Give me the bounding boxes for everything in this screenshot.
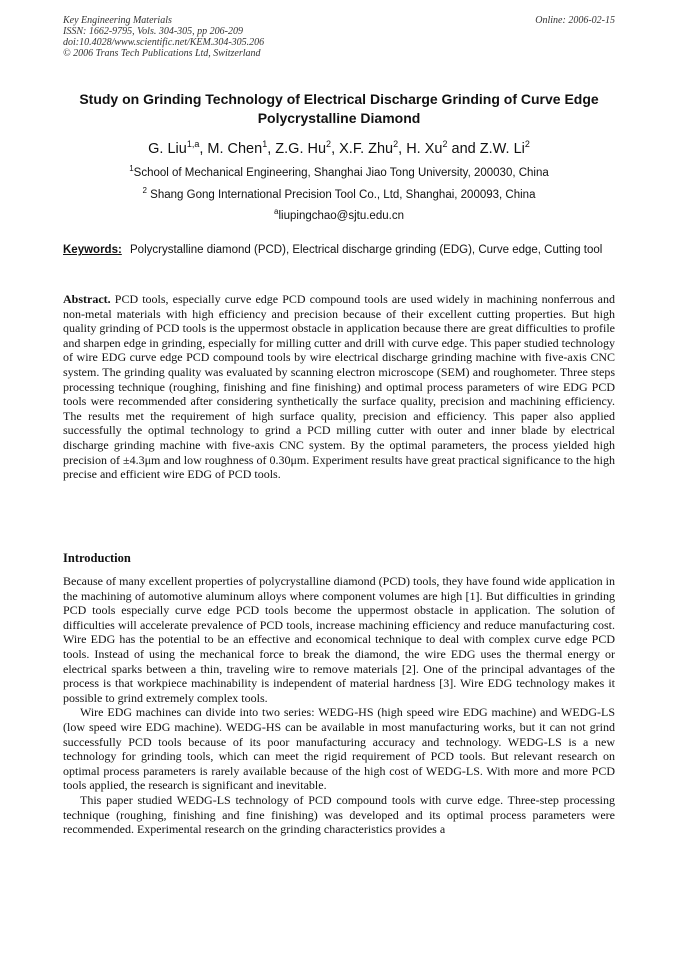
journal-name: Key Engineering Materials [63, 15, 172, 26]
affiliation-2 [63, 188, 615, 202]
author-name: H. Xu [406, 141, 443, 157]
keywords-text: Polycrystalline diamond (PCD), Electrical discharge grinding (EDG), Curve edge, Cutting tool [130, 244, 603, 256]
abstract [63, 292, 615, 482]
author-name: X.F. Zhu [339, 141, 394, 157]
paper-title: Study on Grinding Technology of Electrical Discharge Grinding of Curve Edge Polycrystalline Diamond [79, 91, 599, 126]
author-separator: , [267, 141, 276, 157]
author-affiliation-mark: 2 [393, 139, 399, 150]
keywords-label: Keywords [63, 244, 118, 256]
affiliation-text: School of Mechanical Engineering, Shanghai Jiao Tong University, 200030, China [133, 167, 549, 179]
author-separator: and [447, 141, 480, 157]
author-name: Z.W. Li [479, 141, 525, 157]
journal-issn: ISSN: 1662-9795, Vols. 304-305, pp 206-209 [63, 26, 243, 37]
keywords-section [63, 243, 615, 258]
affiliation-text: Shang Gong International Precision Tool Co., Ltd, Shanghai, 200093, China [150, 189, 536, 201]
author-list [63, 140, 615, 158]
paragraph: Because of many excellent properties of polycrystalline diamond (PCD) tools, they have found wide application in the machining of automotive aluminum alloys where component volumes are high [1]. But difficulties in grinding PCD tools especially curve edge PCD tools become the uppermost obstacle in application. The solution of difficulties will accelerate prevalence of PCD tools, increase machining efficiency and reduce manufacturing cost. Wire EDG has the potential to be an effective and economical technique to deal with complex curve edge PCD tools. Instead of using the mechanical force to break the diamond, the wire EDG uses the thermal energy or electrical sparks between a thin, traveling wire to remove materials [2]. One of the principal advantages of the process is that workpiece machinability is independent of material hardness [3]. Wire EDG technology makes it possible to grind extremely complex tools. [63, 574, 615, 705]
author-separator: , [398, 141, 407, 157]
abstract-text: PCD tools, especially curve edge PCD compound tools are used widely in machining nonferrous and non-metal materials with high efficiency and precision because of their excellent cutting properties. But high quality grinding of PCD tools is the uppermost obstacle in application because there are great difficulties to profile and sharpen edge in grinding, especially for milling cutter and drill with curve edge. This paper studied technology of wire EDG curve edge PCD compound tools by wire electrical discharge grinding machine with five-axis CNC system. The grinding quality was evaluated by scanning electron microscope (SEM) and roughometer. Three steps processing technique (roughing, finishing and fine finishing) and optimal process parameters of wire EDG PCD tools were recommended after considering synthetically the surface quality, precision and machining efficiency. The results met the requirement of high surface quality, precision and efficiency. This paper also applied successfully the optimal technology to grind a PCD milling cutter with outer and inner blade by electrical discharge grinding machine with five-axis CNC system. By the optimal parameters, the process yielded high precision of ±4.3μm and low roughness of 0.30μm. Experiment results have great practical significance to the high precise and efficient wire EDG of PCD tools. [63, 292, 616, 482]
affiliation-1 [63, 166, 615, 180]
paragraph: This paper studied WEDG-LS technology of PCD compound tools with curve edge. Three-step processing technique (roughing, finishing and fine finishing) was developed and its optimal process parameters were recommended. Experimental research on the grinding characteristics provides a [63, 792, 615, 837]
journal-copyright: © 2006 Trans Tech Publications Ltd, Switzerland [63, 48, 261, 59]
author-affiliation-mark: 1 [262, 139, 268, 150]
author-separator: , [331, 141, 340, 157]
author-affiliation-mark: 2 [524, 139, 530, 150]
email-address: liupingchao@sjtu.edu.cn [278, 210, 404, 222]
abstract-label: Abstract. [63, 292, 111, 306]
keywords-colon: : [117, 244, 122, 256]
author-affiliation-mark: 2 [326, 139, 332, 150]
affiliation-mark: 1 [129, 164, 134, 174]
author-name: M. Chen [207, 141, 263, 157]
journal-info [63, 15, 264, 59]
author-email [63, 209, 615, 223]
author-name: G. Liu [148, 141, 187, 157]
affiliation-mark: 2 [142, 186, 147, 196]
introduction-heading: Introduction [63, 551, 131, 565]
author-name: Z.G. Hu [275, 141, 327, 157]
paragraph: Wire EDG machines can divide into two series: WEDG-HS (high speed wire EDG machine) and WEDG-LS (low speed wire EDG machine). WEDG-HS can be available in most manufacturing works, but it can not grind successfully PCD tools because of its poor manufacturing accuracy and technology. WEDG-LS is a new technology for grinding tools, which can meet the rigid requirement of PCD tools. But relevant research on optimal process parameters is rarely available because of the high cost of WEDG-LS. With more and more PCD tools applied, the research is significant and inevitable. [63, 705, 615, 793]
journal-doi: doi:10.4028/www.scientific.net/KEM.304-305.206 [63, 37, 265, 48]
introduction-body [63, 574, 615, 837]
email-mark: a [274, 207, 279, 217]
online-date: Online: 2006-02-15 [535, 15, 615, 26]
author-separator: , [199, 141, 208, 157]
author-affiliation-mark: 2 [442, 139, 448, 150]
author-affiliation-mark: 1,a [186, 139, 200, 150]
